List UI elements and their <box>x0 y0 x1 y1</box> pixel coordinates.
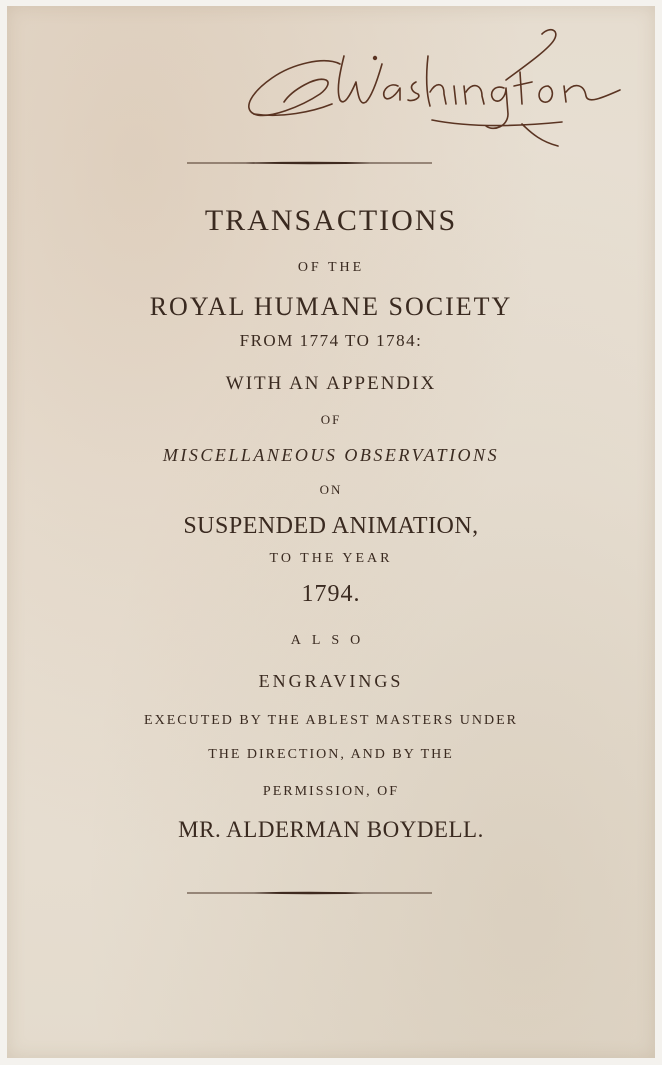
title-page <box>7 6 655 1058</box>
engravings-line: ENGRAVINGS <box>258 671 404 691</box>
observations-line: MISCELLANEOUS OBSERVATIONS <box>162 445 500 465</box>
society-name: ROYAL HUMANE SOCIETY <box>149 292 513 321</box>
handwritten-signature <box>232 16 642 166</box>
appendix-line: WITH AN APPENDIX <box>225 373 437 394</box>
bottom-rule-ornament <box>187 891 432 895</box>
subject-line: SUSPENDED ANIMATION, <box>183 513 479 539</box>
direction-line: THE DIRECTION, AND BY THE <box>208 747 454 762</box>
on-line: ON <box>319 482 343 497</box>
patron-line: MR. ALDERMAN BOYDELL. <box>178 817 484 842</box>
of-line: OF <box>320 412 342 427</box>
title-of-the: OF THE <box>297 260 365 275</box>
permission-line: PERMISSION, OF <box>262 784 400 799</box>
book-title: TRANSACTIONS <box>204 204 458 237</box>
year-line: 1794. <box>301 581 361 607</box>
to-the-year-line: TO THE YEAR <box>269 551 393 566</box>
executed-line: EXECUTED BY THE ABLEST MASTERS UNDER <box>144 713 518 728</box>
top-rule-ornament <box>187 161 432 165</box>
also-line: ALSO <box>290 633 372 648</box>
year-range: FROM 1774 TO 1784: <box>239 331 423 350</box>
